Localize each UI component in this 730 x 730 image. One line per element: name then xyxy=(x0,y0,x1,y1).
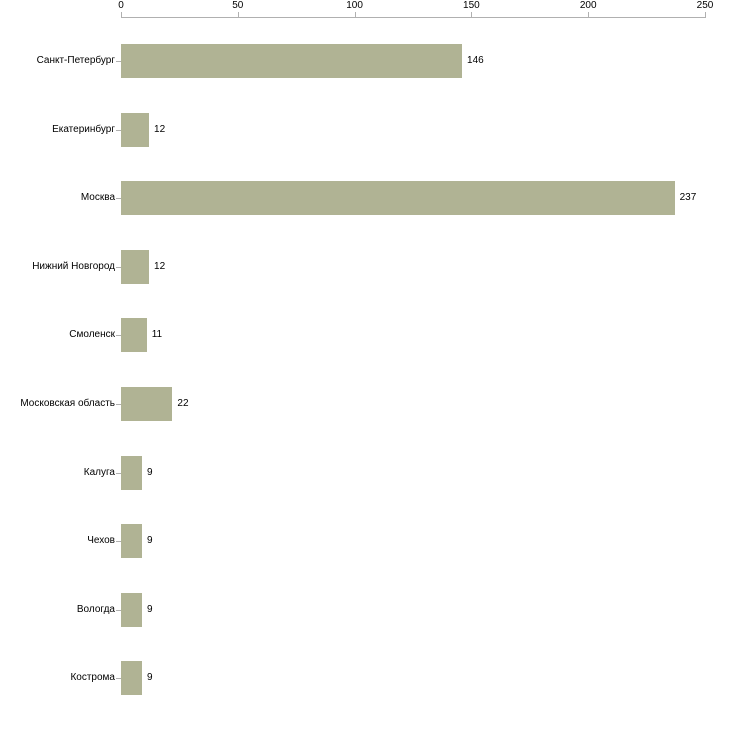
category-label: Екатеринбург xyxy=(52,123,115,135)
bar-value-label: 22 xyxy=(177,398,189,409)
bar-value-label: 237 xyxy=(679,192,697,204)
category-label: Московская область xyxy=(20,398,115,409)
category-label-wrap xyxy=(0,604,115,616)
x-tick-mark xyxy=(588,12,589,17)
x-tick-mark xyxy=(705,12,706,17)
x-axis-line xyxy=(121,17,706,18)
category-label: Чехов xyxy=(87,535,115,547)
category-label: Калуга xyxy=(83,466,115,478)
category-label-wrap xyxy=(0,329,115,341)
bar[interactable] xyxy=(121,318,147,352)
bar-value-label: 9 xyxy=(147,466,153,478)
category-label: Нижний Новгород xyxy=(32,260,115,272)
bar[interactable] xyxy=(121,181,675,215)
category-label-wrap xyxy=(0,535,115,547)
bar[interactable] xyxy=(121,113,149,147)
category-label: Смоленск xyxy=(69,329,115,341)
x-tick-mark xyxy=(471,12,472,17)
x-tick-label: 200 xyxy=(579,0,597,11)
category-label-wrap xyxy=(0,398,115,410)
bar[interactable] xyxy=(121,524,142,558)
x-tick-label: 0 xyxy=(118,0,124,11)
x-tick-label: 150 xyxy=(463,0,480,11)
bar[interactable] xyxy=(121,661,142,695)
category-label-wrap xyxy=(0,55,115,67)
bar[interactable] xyxy=(121,387,172,421)
category-label-wrap xyxy=(0,672,115,684)
x-tick-mark xyxy=(355,12,356,17)
category-label: Санкт-Петербург xyxy=(36,55,115,66)
bar-value-label: 12 xyxy=(154,123,166,135)
category-label: Москва xyxy=(80,192,115,204)
bar-value-label: 9 xyxy=(147,672,153,684)
category-label: Кострома xyxy=(70,672,115,684)
bar[interactable] xyxy=(121,44,462,78)
bar-value-label: 9 xyxy=(147,603,153,615)
x-tick-mark xyxy=(121,12,122,17)
category-label-wrap xyxy=(0,261,115,273)
bar-value-label: 146 xyxy=(467,55,484,66)
bar[interactable] xyxy=(121,250,149,284)
category-label-wrap xyxy=(0,124,115,136)
x-tick-label: 100 xyxy=(346,0,363,11)
bar-value-label: 11 xyxy=(151,329,163,341)
bar[interactable] xyxy=(121,593,142,627)
category-label-wrap xyxy=(0,192,115,204)
x-tick-label: 250 xyxy=(696,0,714,11)
bar-value-label: 9 xyxy=(147,535,153,547)
bar-value-label: 12 xyxy=(154,260,166,272)
x-tick-mark xyxy=(238,12,239,17)
category-label-wrap xyxy=(0,467,115,479)
bar[interactable] xyxy=(121,456,142,490)
category-label: Вологда xyxy=(76,603,115,615)
x-tick-label: 50 xyxy=(232,0,244,11)
